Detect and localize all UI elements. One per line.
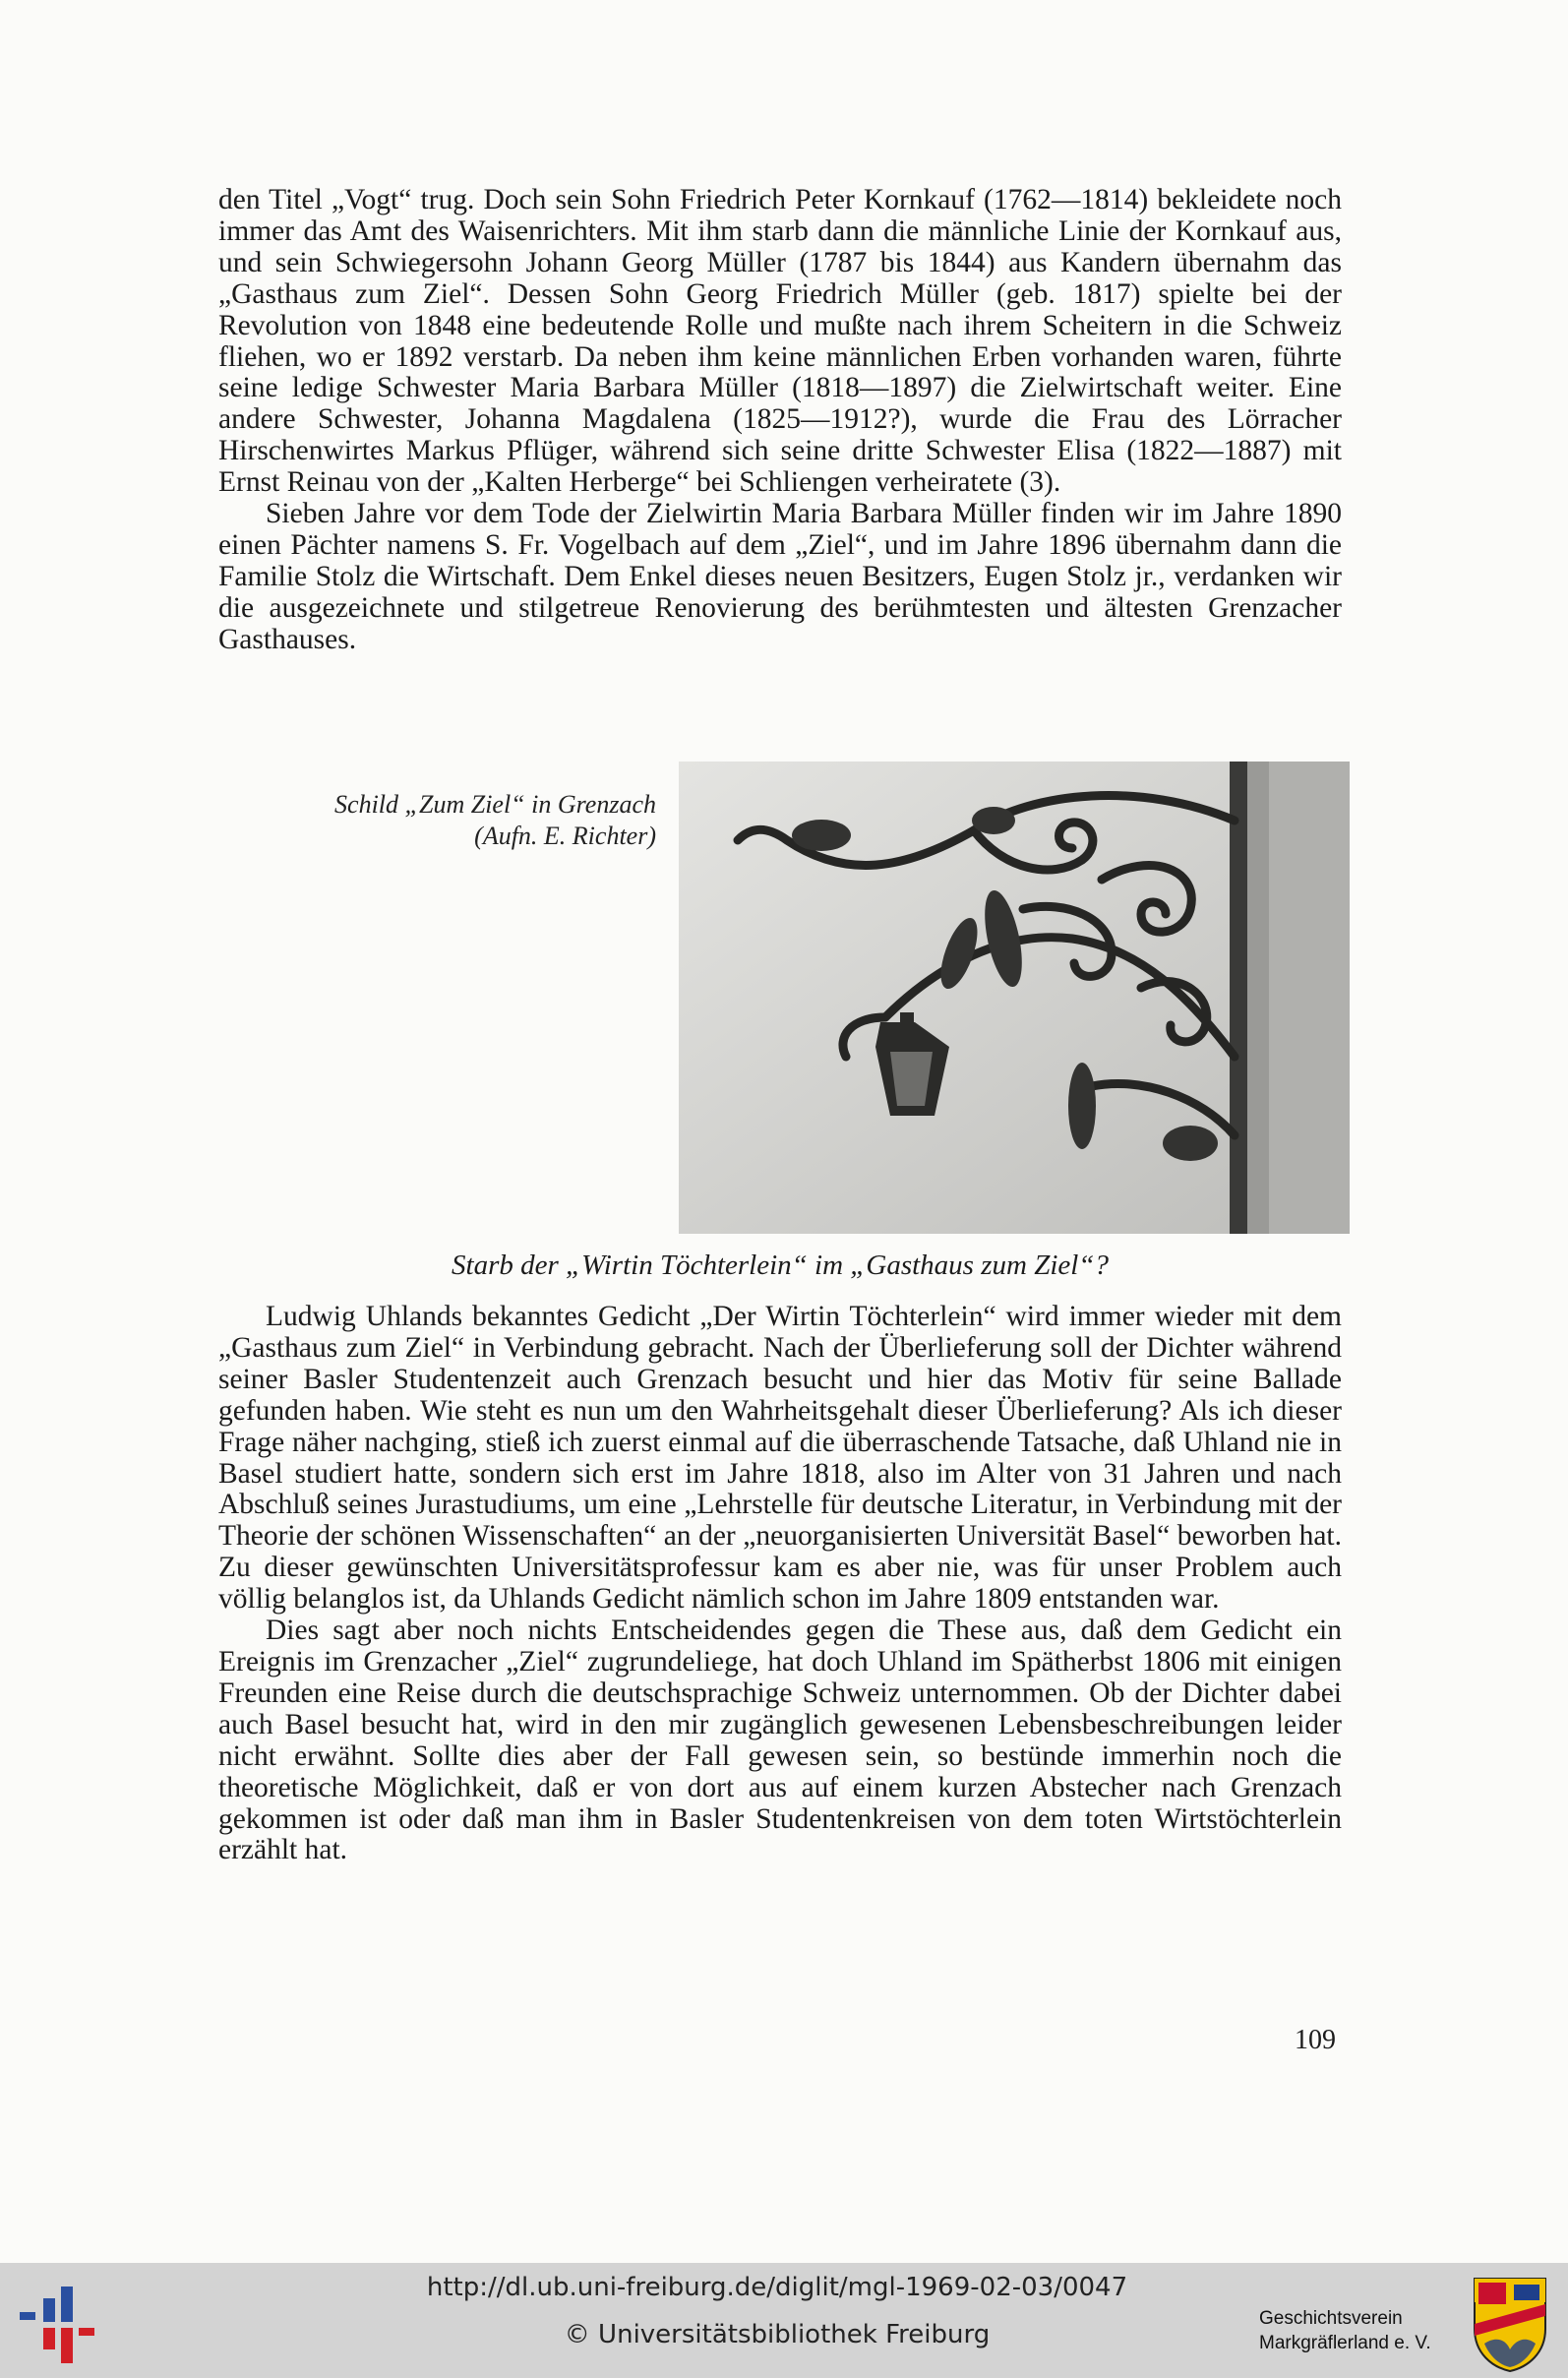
society-name-line2: Markgräflerland e. V.: [1259, 2333, 1431, 2353]
image-caption: [218, 789, 656, 852]
coat-of-arms-icon: [1471, 2275, 1549, 2373]
ub-freiburg-logo-icon: [14, 2279, 102, 2367]
paragraph: Ludwig Uhlands bekanntes Gedicht „Der Wirtin Töchterlein“ wird immer wieder mit dem „Gasthaus zum Ziel“ in Verbindung gebracht. Nach der Überlieferung soll der Dichter während seiner Basler Studentenzeit auch Grenzach besucht und hier das Motiv für seine Ballade gefunden haben. Wie steht es nun um den Wahrheitsgehalt dieser Überlieferung? Als ich dieser Frage näher nachging, stieß ich zuerst einmal auf die überraschende Tatsache, daß Uhland nie in Basel studiert hatte, sondern sich erst im Jahre 1818, also im Alter von 31 Jahren und nach Abschluß seines Jurastudiums, um eine „Lehrstelle für deutsche Literatur, in Verbindung mit der Theorie der schönen Wissenschaften“ an der „neuorganisierten Universität Basel“ beworben hat. Zu dieser gewünschten Universitätsprofessur kam es aber nie, was für unser Problem auch völlig belanglos ist, da Uhlands Gedicht nämlich schon im Jahre 1809 entstanden war.: [218, 1301, 1342, 1616]
copyright-notice: © Universitätsbibliothek Freiburg: [564, 2320, 991, 2349]
caption-credit: (Aufn. E. Richter): [474, 822, 656, 850]
text-block-bottom: [218, 1302, 1342, 1866]
paragraph: den Titel „Vogt“ trug. Doch sein Sohn Friedrich Peter Kornkauf (1762—1814) bekleidete noch immer das Amt des Waisenrichters. Mit ihm starb dann die männliche Linie der Kornkauf aus, und sein Schwiegersohn Johann Georg Müller (1787 bis 1844) aus Kandern übernahm das „Gasthaus zum Ziel“. Dessen Sohn Georg Friedrich Müller (geb. 1817) spielte bei der Revolution von 1848 eine bedeutende Rolle und mußte nach ihrem Scheitern in die Schweiz fliehen, wo er 1892 verstarb. Da neben ihm keine männlichen Erben vorhanden waren, führte seine ledige Schwester Maria Barbara Müller (1818—1897) die Zielwirtschaft weiter. Eine andere Schwester, Johanna Magdalena (1825—1912?), wurde die Frau des Lörracher Hirschenwirtes Markus Pflüger, während sich seine dritte Schwester Elisa (1822—1887) mit Ernst Reinau von der „Kalten Herberge“ bei Schliengen verheiratete (3).: [218, 184, 1342, 499]
wrought-iron-sign-image: [679, 762, 1350, 1234]
section-heading: Starb der „Wirtin Töchterlein“ im „Gasthaus zum Ziel“?: [452, 1250, 1109, 1281]
document-url-link[interactable]: http://dl.ub.uni-freiburg.de/diglit/mgl-1969-02-03/0047: [426, 2273, 1128, 2302]
page-number: 109: [1295, 2025, 1336, 2055]
caption-title: Schild „Zum Ziel“ in Grenzach: [334, 790, 656, 819]
paragraph: Dies sagt aber noch nichts Entscheidendes gegen die These aus, daß dem Gedicht ein Ereignis im Grenzacher „Ziel“ zugrundeliege, hat doch Uhland im Spätherbst 1806 mit einigen Freunden eine Reise durch die deutschsprachige Schweiz unternommen. Ob der Dichter dabei auch Basel besucht hat, wird in den mir zugänglich gewesenen Lebensbeschreibungen leider nicht erwähnt. Sollte dies aber der Fall gewesen sein, so bestünde immerhin noch die theoretische Möglichkeit, daß er von dort aus auf einem kurzen Abstecher nach Grenzach gekommen ist oder daß man ihm in Basler Studentenkreisen von dem toten Wirtstöchterlein erzählt hat.: [218, 1615, 1342, 1866]
paragraph: Sieben Jahre vor dem Tode der Zielwirtin Maria Barbara Müller finden wir im Jahre 1890 einen Pächter namens S. Fr. Vogelbach auf dem „Ziel“, und im Jahre 1896 übernahm dann die Familie Stolz die Wirtschaft. Dem Enkel dieses neuen Besitzers, Eugen Stolz jr., verdanken wir die ausgezeichnete und stilgetreue Renovierung des berühmtesten und ältesten Grenzacher Gasthauses.: [218, 498, 1342, 655]
text-block-top: [218, 185, 1342, 656]
society-name: [1259, 2306, 1456, 2355]
society-name-line1: Geschichtsverein: [1259, 2308, 1403, 2329]
sign-photo: [679, 762, 1350, 1234]
footer-bar: [0, 2263, 1568, 2378]
